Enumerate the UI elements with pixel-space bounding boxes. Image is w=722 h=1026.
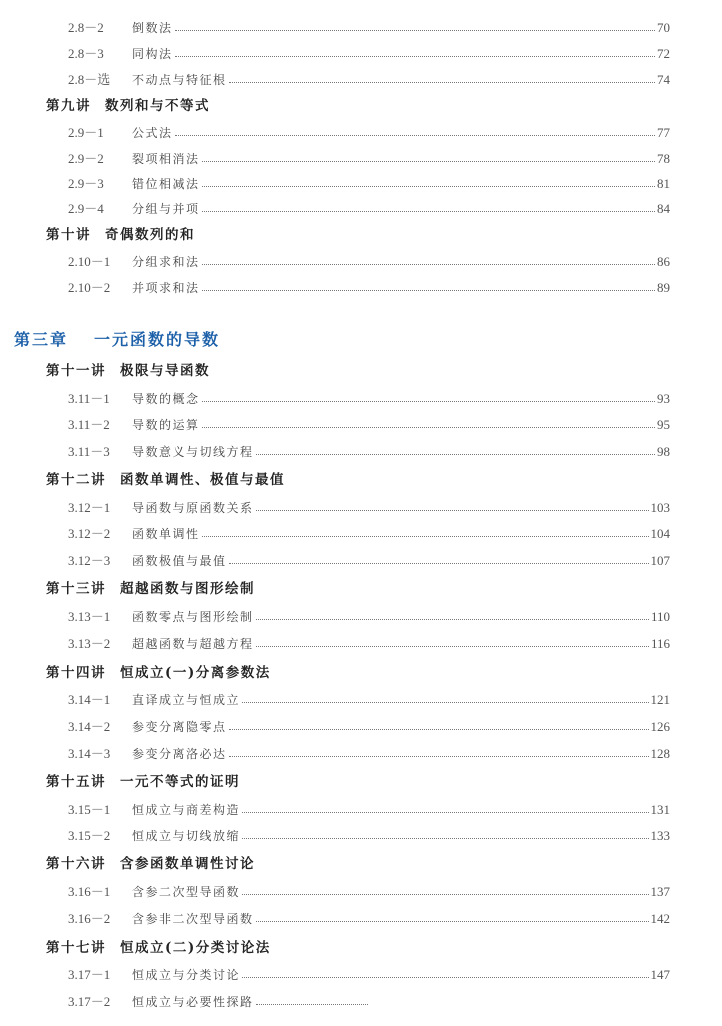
dot-leader bbox=[229, 562, 649, 564]
dot-leader bbox=[175, 134, 655, 136]
entry-title: 参变分离洛必达 bbox=[132, 747, 227, 761]
toc-entry[interactable] bbox=[68, 878, 670, 900]
entry-page: 128 bbox=[650, 746, 670, 761]
section-number: 第十四讲 bbox=[46, 665, 106, 681]
entry-title: 函数单调性 bbox=[132, 527, 200, 541]
entry-number: 3.15－2 bbox=[68, 828, 111, 843]
section-number: 第十二讲 bbox=[46, 472, 106, 488]
toc-entry[interactable] bbox=[68, 988, 670, 1010]
dot-leader bbox=[202, 426, 655, 428]
entry-number: 2.8－3 bbox=[68, 46, 104, 61]
dot-leader bbox=[256, 1003, 368, 1005]
entry-number: 3.14－3 bbox=[68, 746, 111, 761]
entry-title: 裂项相消法 bbox=[132, 152, 200, 166]
toc-entry[interactable] bbox=[68, 796, 670, 818]
entry-page: 70 bbox=[657, 20, 670, 35]
dot-leader bbox=[202, 263, 655, 265]
toc-entry[interactable] bbox=[68, 630, 670, 652]
section-title: 极限与导函数 bbox=[120, 363, 210, 379]
entry-page: 77 bbox=[657, 125, 670, 140]
toc-entry[interactable] bbox=[68, 686, 670, 708]
entry-page: 89 bbox=[657, 280, 670, 295]
entry-page: 72 bbox=[657, 46, 670, 61]
entry-title: 并项求和法 bbox=[132, 281, 200, 295]
entry-number: 2.8－选 bbox=[68, 72, 111, 87]
entry-number: 2.8－2 bbox=[68, 20, 104, 35]
toc-entry[interactable] bbox=[68, 520, 670, 542]
entry-number: 3.17－1 bbox=[68, 967, 111, 982]
entry-title: 含参二次型导函数 bbox=[132, 885, 241, 899]
toc-entry[interactable] bbox=[68, 14, 670, 36]
dot-leader bbox=[202, 160, 655, 162]
entry-page: 104 bbox=[650, 526, 670, 541]
toc-entry[interactable] bbox=[68, 494, 670, 516]
section-number: 第十一讲 bbox=[46, 363, 106, 379]
entry-number: 3.14－1 bbox=[68, 692, 111, 707]
entry-number: 3.14－2 bbox=[68, 719, 111, 734]
entry-page: 74 bbox=[657, 72, 670, 87]
entry-page: 147 bbox=[650, 967, 670, 982]
entry-number: 3.13－2 bbox=[68, 636, 111, 651]
entry-page: 142 bbox=[650, 911, 670, 926]
dot-leader bbox=[202, 289, 655, 291]
entry-title: 恒成立与分类讨论 bbox=[132, 968, 241, 982]
section-number: 第十三讲 bbox=[46, 581, 106, 597]
entry-page: 98 bbox=[657, 444, 670, 459]
dot-leader bbox=[242, 976, 648, 978]
dot-leader bbox=[202, 185, 655, 187]
section-heading[interactable] bbox=[46, 934, 271, 956]
entry-page: 110 bbox=[650, 609, 670, 624]
section-title: 奇偶数列的和 bbox=[105, 227, 195, 243]
entry-number: 3.16－1 bbox=[68, 884, 111, 899]
entry-title: 倒数法 bbox=[132, 21, 173, 35]
entry-title: 不动点与特征根 bbox=[132, 73, 227, 87]
entry-page: 131 bbox=[650, 802, 670, 817]
dot-leader bbox=[229, 728, 649, 730]
section-number: 第十七讲 bbox=[46, 940, 106, 956]
toc-entry[interactable] bbox=[68, 905, 670, 927]
entry-page: 93 bbox=[657, 391, 670, 406]
toc-entry[interactable] bbox=[68, 385, 670, 407]
entry-number: 2.9－4 bbox=[68, 201, 104, 216]
dot-leader bbox=[256, 618, 649, 620]
toc-entry[interactable] bbox=[68, 119, 670, 141]
entry-number: 2.9－1 bbox=[68, 125, 104, 140]
entry-page: 86 bbox=[657, 254, 670, 269]
entry-page: 133 bbox=[650, 828, 670, 843]
entry-number: 3.11－1 bbox=[68, 391, 110, 406]
toc-entry[interactable] bbox=[68, 961, 670, 983]
entry-title: 分组求和法 bbox=[132, 255, 200, 269]
section-number: 第十讲 bbox=[46, 227, 91, 243]
entry-title: 含参非二次型导函数 bbox=[132, 912, 254, 926]
section-title: 超越函数与图形绘制 bbox=[120, 581, 255, 597]
entry-page: 126 bbox=[650, 719, 670, 734]
entry-number: 2.10－2 bbox=[68, 280, 111, 295]
entry-number: 3.11－3 bbox=[68, 444, 110, 459]
section-title: 含参函数单调性讨论 bbox=[120, 856, 255, 872]
dot-leader bbox=[256, 509, 649, 511]
entry-title: 导数的概念 bbox=[132, 392, 200, 406]
toc-entry[interactable] bbox=[68, 547, 670, 569]
entry-page: 81 bbox=[657, 176, 670, 191]
entry-page: 95 bbox=[657, 417, 670, 432]
dot-leader bbox=[242, 893, 648, 895]
dot-leader bbox=[242, 837, 648, 839]
entry-number: 2.10－1 bbox=[68, 254, 111, 269]
entry-title: 恒成立与商差构造 bbox=[132, 803, 241, 817]
dot-leader bbox=[229, 81, 655, 83]
entry-number: 3.16－2 bbox=[68, 911, 111, 926]
entry-title: 直译成立与恒成立 bbox=[132, 693, 241, 707]
toc-entry[interactable] bbox=[68, 66, 670, 88]
dot-leader bbox=[256, 920, 649, 922]
dot-leader bbox=[256, 645, 649, 647]
chapter-title: 一元函数的导数 bbox=[94, 330, 221, 349]
section-heading[interactable] bbox=[46, 221, 195, 243]
dot-leader bbox=[202, 210, 655, 212]
dot-leader bbox=[256, 453, 655, 455]
entry-page: 78 bbox=[657, 151, 670, 166]
section-title: 恒成立(二)分类讨论法 bbox=[120, 940, 271, 956]
entry-page: 84 bbox=[657, 201, 670, 216]
toc-entry[interactable] bbox=[68, 40, 670, 62]
chapter-number: 第三章 bbox=[14, 330, 69, 349]
dot-leader bbox=[202, 400, 655, 402]
toc-entry[interactable] bbox=[68, 822, 670, 844]
dot-leader bbox=[242, 811, 648, 813]
section-number: 第十五讲 bbox=[46, 774, 106, 790]
section-heading[interactable] bbox=[46, 357, 210, 379]
section-title: 函数单调性、极值与最值 bbox=[120, 472, 285, 488]
entry-title: 导数的运算 bbox=[132, 418, 200, 432]
toc-entry[interactable] bbox=[68, 170, 670, 192]
entry-title: 同构法 bbox=[132, 47, 173, 61]
section-title: 一元不等式的证明 bbox=[120, 774, 240, 790]
toc-entry[interactable] bbox=[68, 248, 670, 270]
toc-entry[interactable] bbox=[68, 195, 670, 217]
entry-number: 3.11－2 bbox=[68, 417, 110, 432]
section-heading[interactable] bbox=[46, 850, 255, 872]
section-title: 恒成立(一)分离参数法 bbox=[120, 665, 271, 681]
toc-entry[interactable] bbox=[68, 603, 670, 625]
entry-title: 恒成立与切线放缩 bbox=[132, 829, 241, 843]
section-number: 第九讲 bbox=[46, 98, 91, 114]
entry-title: 超越函数与超越方程 bbox=[132, 637, 254, 651]
entry-number: 3.13－1 bbox=[68, 609, 111, 624]
section-title: 数列和与不等式 bbox=[105, 98, 210, 114]
entry-page: 107 bbox=[650, 553, 670, 568]
entry-number: 3.17－2 bbox=[68, 994, 111, 1009]
section-heading[interactable] bbox=[46, 768, 240, 790]
dot-leader bbox=[229, 755, 649, 757]
entry-number: 2.9－2 bbox=[68, 151, 104, 166]
dot-leader bbox=[242, 701, 648, 703]
entry-title: 函数零点与图形绘制 bbox=[132, 610, 254, 624]
entry-number: 3.15－1 bbox=[68, 802, 111, 817]
dot-leader bbox=[175, 29, 655, 31]
chapter-heading[interactable] bbox=[14, 324, 220, 350]
entry-number: 3.12－2 bbox=[68, 526, 111, 541]
toc-entry[interactable] bbox=[68, 145, 670, 167]
entry-number: 3.12－1 bbox=[68, 500, 111, 515]
entry-number: 2.9－3 bbox=[68, 176, 104, 191]
toc-entry[interactable] bbox=[68, 438, 670, 460]
section-heading[interactable] bbox=[46, 575, 255, 597]
entry-title: 恒成立与必要性探路 bbox=[132, 995, 254, 1009]
entry-title: 参变分离隐零点 bbox=[132, 720, 227, 734]
entry-title: 错位相减法 bbox=[132, 177, 200, 191]
section-heading[interactable] bbox=[46, 466, 285, 488]
section-heading[interactable] bbox=[46, 92, 210, 114]
entry-title: 函数极值与最值 bbox=[132, 554, 227, 568]
entry-number: 3.12－3 bbox=[68, 553, 111, 568]
entry-page: 121 bbox=[650, 692, 670, 707]
toc-entry[interactable] bbox=[68, 411, 670, 433]
toc-entry[interactable] bbox=[68, 740, 670, 762]
entry-title: 分组与并项 bbox=[132, 202, 200, 216]
entry-page: 116 bbox=[650, 636, 670, 651]
dot-leader bbox=[175, 55, 655, 57]
entry-page: 103 bbox=[650, 500, 670, 515]
entry-title: 公式法 bbox=[132, 126, 173, 140]
entry-page: 137 bbox=[650, 884, 670, 899]
dot-leader bbox=[202, 535, 649, 537]
entry-title: 导数意义与切线方程 bbox=[132, 445, 254, 459]
toc-entry[interactable] bbox=[68, 713, 670, 735]
section-heading[interactable] bbox=[46, 659, 271, 681]
section-number: 第十六讲 bbox=[46, 856, 106, 872]
entry-title: 导函数与原函数关系 bbox=[132, 501, 254, 515]
toc-entry[interactable] bbox=[68, 274, 670, 296]
